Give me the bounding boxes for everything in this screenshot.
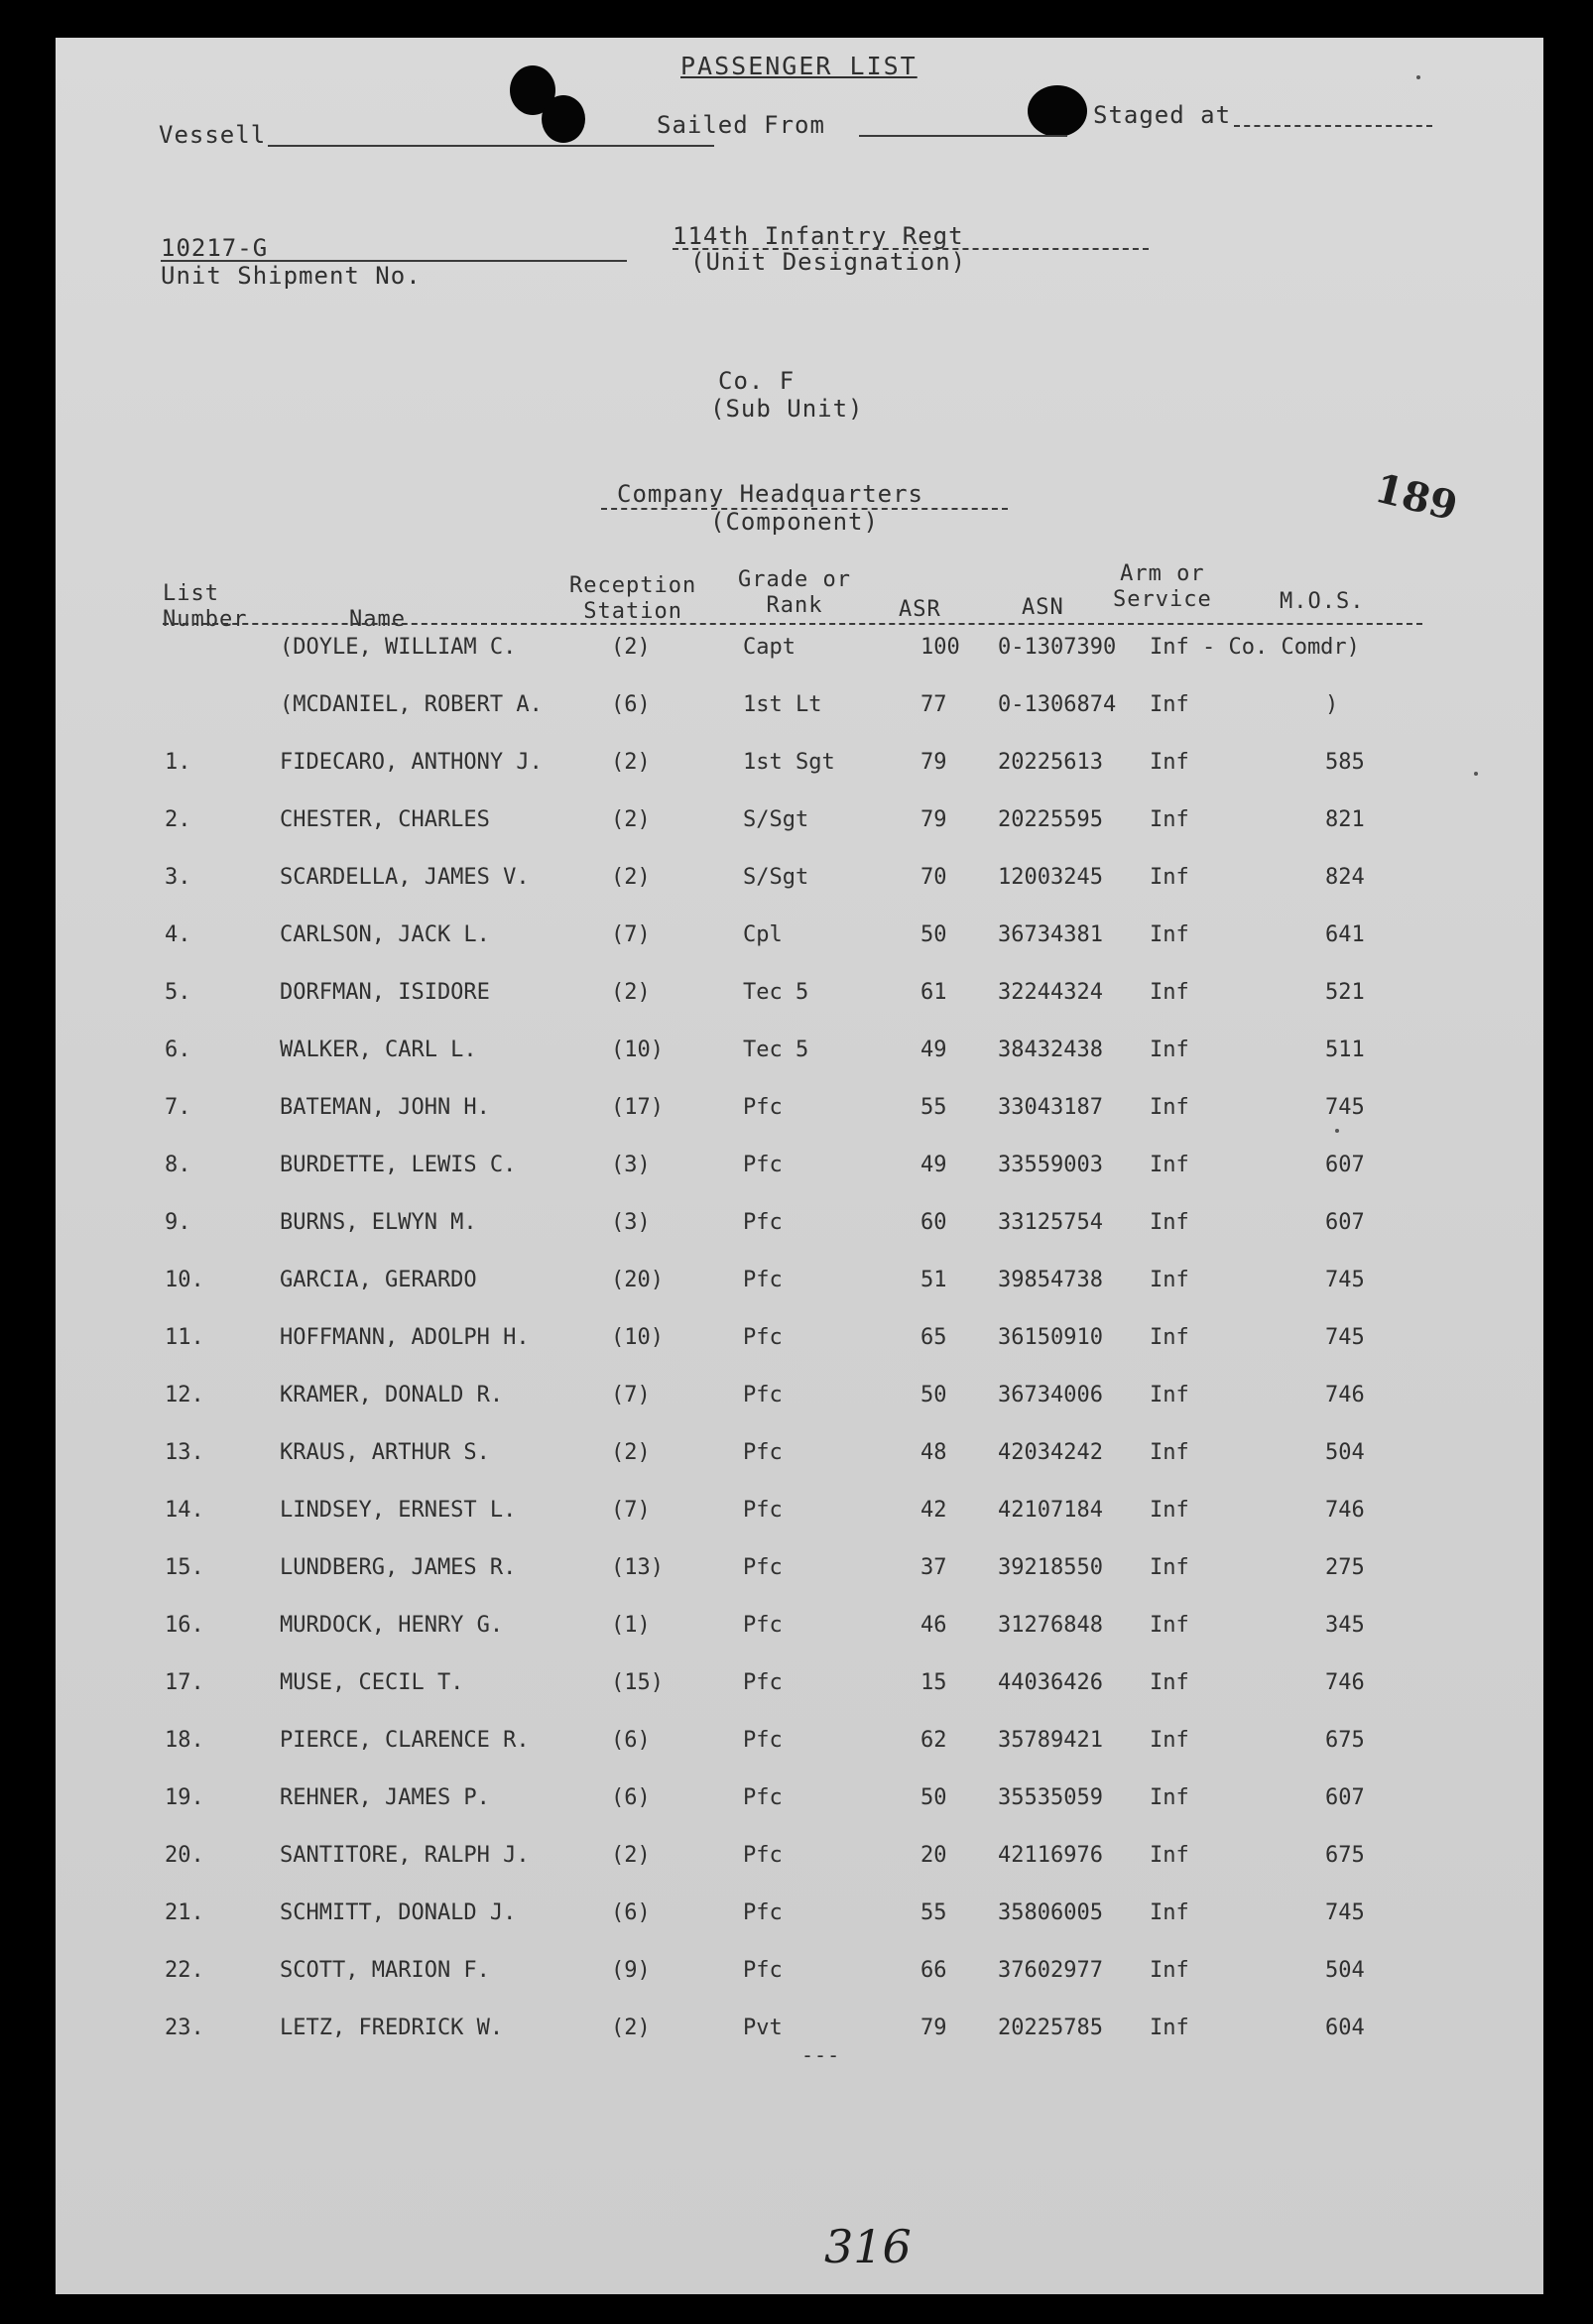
table-row <box>56 865 1543 905</box>
row-arm-service: Inf <box>1150 1670 1189 1695</box>
row-arm-service: Inf <box>1150 980 1189 1005</box>
header-underline <box>163 623 1422 625</box>
col-reception-station: Reception Station <box>569 573 697 624</box>
row-asr: 60 <box>920 1210 947 1235</box>
row-list-number: 22. <box>165 1958 204 1983</box>
table-row <box>56 1325 1543 1365</box>
row-arm-service: Inf <box>1150 1268 1189 1292</box>
row-asn: 0-1306874 <box>998 692 1117 717</box>
col-asn: ASN <box>1022 595 1064 620</box>
row-grade: Tec 5 <box>743 1038 809 1062</box>
row-list-number: 11. <box>165 1325 204 1350</box>
component-label: (Component) <box>710 508 879 536</box>
row-asn: 36734381 <box>998 922 1103 947</box>
row-reception-station: (2) <box>611 635 651 660</box>
row-arm-service: Inf <box>1150 865 1189 890</box>
row-mos: 821 <box>1325 807 1365 832</box>
row-asr: 15 <box>920 1670 947 1695</box>
sailed-from-field-line <box>859 135 1067 137</box>
row-arm-service: Inf <box>1150 750 1189 775</box>
row-arm-service: Inf <box>1150 807 1189 832</box>
row-name: MUSE, CECIL T. <box>280 1670 464 1695</box>
row-mos: 746 <box>1325 1383 1365 1407</box>
row-asn: 31276848 <box>998 1613 1103 1638</box>
row-list-number: 17. <box>165 1670 204 1695</box>
row-grade: Cpl <box>743 922 783 947</box>
row-list-number: 19. <box>165 1785 204 1810</box>
row-asr: 100 <box>920 635 960 660</box>
row-list-number: 20. <box>165 1843 204 1868</box>
row-asr: 50 <box>920 1383 947 1407</box>
paper-speck <box>1416 75 1420 79</box>
table-row <box>56 2016 1543 2055</box>
row-name: KRAMER, DONALD R. <box>280 1383 504 1407</box>
row-reception-station: (10) <box>611 1038 664 1062</box>
row-grade: Pfc <box>743 1728 783 1753</box>
table-row <box>56 807 1543 847</box>
table-row <box>56 1843 1543 1883</box>
row-asn: 12003245 <box>998 865 1103 890</box>
row-grade: Pfc <box>743 1900 783 1925</box>
sailed-from-label: Sailed From <box>657 111 825 139</box>
row-reception-station: (2) <box>611 980 651 1005</box>
table-row <box>56 1728 1543 1768</box>
table-row <box>56 1900 1543 1940</box>
redaction-blot <box>542 95 585 143</box>
row-grade: Pfc <box>743 1440 783 1465</box>
row-name: SCOTT, MARION F. <box>280 1958 490 1983</box>
unit-shipment-number: 10217-G <box>161 234 269 262</box>
row-asr: 49 <box>920 1153 947 1177</box>
row-arm-service: Inf <box>1150 692 1189 717</box>
row-name: CARLSON, JACK L. <box>280 922 490 947</box>
row-grade: Pfc <box>743 1383 783 1407</box>
row-name: BATEMAN, JOHN H. <box>280 1095 490 1120</box>
row-mos: 607 <box>1325 1210 1365 1235</box>
row-grade: Pfc <box>743 1555 783 1580</box>
row-grade: S/Sgt <box>743 807 809 832</box>
row-reception-station: (2) <box>611 1843 651 1868</box>
row-name: BURNS, ELWYN M. <box>280 1210 477 1235</box>
row-reception-station: (3) <box>611 1210 651 1235</box>
table-row <box>56 1038 1543 1077</box>
row-reception-station: (7) <box>611 922 651 947</box>
row-reception-station: (2) <box>611 865 651 890</box>
table-row <box>56 1153 1543 1192</box>
row-grade: Pfc <box>743 1268 783 1292</box>
row-mos: 504 <box>1325 1958 1365 1983</box>
document-title: PASSENGER LIST <box>680 52 918 80</box>
row-arm-service: Inf <box>1150 1555 1189 1580</box>
handwritten-number: 316 <box>824 2220 912 2273</box>
row-list-number: 8. <box>165 1153 191 1177</box>
unit-designation-label: (Unit Designation) <box>690 248 967 276</box>
row-grade: Pfc <box>743 1095 783 1120</box>
table-row <box>56 1785 1543 1825</box>
component: Company Headquarters <box>617 480 923 508</box>
row-asr: 77 <box>920 692 947 717</box>
row-reception-station: (2) <box>611 1440 651 1465</box>
row-reception-station: (15) <box>611 1670 664 1695</box>
row-grade: Pvt <box>743 2016 783 2040</box>
row-list-number: 3. <box>165 865 191 890</box>
row-asn: 33125754 <box>998 1210 1103 1235</box>
row-asr: 79 <box>920 750 947 775</box>
row-mos: 745 <box>1325 1268 1365 1292</box>
row-list-number: 23. <box>165 2016 204 2040</box>
row-list-number: 2. <box>165 807 191 832</box>
col-asr: ASR <box>899 597 941 622</box>
row-arm-service: Inf <box>1150 1785 1189 1810</box>
row-arm-service: Inf <box>1150 1958 1189 1983</box>
row-grade: Pfc <box>743 1325 783 1350</box>
row-reception-station: (2) <box>611 2016 651 2040</box>
footer-dash-mark: --- <box>801 2043 841 2067</box>
row-asr: 79 <box>920 2016 947 2040</box>
row-asn: 42116976 <box>998 1843 1103 1868</box>
staged-at-field-line <box>1234 125 1432 127</box>
table-row <box>56 1613 1543 1652</box>
table-row <box>56 922 1543 962</box>
row-name: DORFMAN, ISIDORE <box>280 980 490 1005</box>
row-list-number: 18. <box>165 1728 204 1753</box>
row-arm-service: Inf <box>1150 1325 1189 1350</box>
row-reception-station: (6) <box>611 1728 651 1753</box>
sub-unit-label: (Sub Unit) <box>710 395 864 423</box>
row-grade: Pfc <box>743 1613 783 1638</box>
row-reception-station: (6) <box>611 692 651 717</box>
row-arm-service: Inf <box>1150 2016 1189 2040</box>
row-asn: 20225613 <box>998 750 1103 775</box>
row-mos: 511 <box>1325 1038 1365 1062</box>
row-list-number: 4. <box>165 922 191 947</box>
table-row <box>56 692 1543 732</box>
row-mos: 745 <box>1325 1095 1365 1120</box>
row-name: WALKER, CARL L. <box>280 1038 477 1062</box>
row-reception-station: (7) <box>611 1383 651 1407</box>
row-mos: 345 <box>1325 1613 1365 1638</box>
row-asn: 35789421 <box>998 1728 1103 1753</box>
row-mos: 745 <box>1325 1900 1365 1925</box>
row-asn: 0-1307390 <box>998 635 1117 660</box>
table-row <box>56 750 1543 790</box>
row-mos: 641 <box>1325 922 1365 947</box>
row-asr: 50 <box>920 1785 947 1810</box>
row-reception-station: (2) <box>611 750 651 775</box>
row-asn: 44036426 <box>998 1670 1103 1695</box>
row-asr: 79 <box>920 807 947 832</box>
row-mos: 746 <box>1325 1670 1365 1695</box>
row-name: BURDETTE, LEWIS C. <box>280 1153 517 1177</box>
row-list-number: 15. <box>165 1555 204 1580</box>
row-name: SCARDELLA, JAMES V. <box>280 865 530 890</box>
row-list-number: 14. <box>165 1498 204 1523</box>
row-name: LUNDBERG, JAMES R. <box>280 1555 517 1580</box>
row-asr: 37 <box>920 1555 947 1580</box>
row-asr: 61 <box>920 980 947 1005</box>
row-asn: 20225595 <box>998 807 1103 832</box>
row-asr: 62 <box>920 1728 947 1753</box>
row-asn: 36150910 <box>998 1325 1103 1350</box>
table-row <box>56 1095 1543 1135</box>
row-grade: Pfc <box>743 1958 783 1983</box>
row-asn: 20225785 <box>998 2016 1103 2040</box>
table-row <box>56 1383 1543 1422</box>
row-grade: Pfc <box>743 1153 783 1177</box>
row-reception-station: (10) <box>611 1325 664 1350</box>
row-reception-station: (7) <box>611 1498 651 1523</box>
row-name: (MCDANIEL, ROBERT A. <box>280 692 543 717</box>
unit-designation: 114th Infantry Regt <box>673 222 964 250</box>
table-row <box>56 1958 1543 1998</box>
paper-speck <box>1335 1129 1339 1133</box>
row-mos: 607 <box>1325 1785 1365 1810</box>
row-asr: 55 <box>920 1900 947 1925</box>
row-list-number: 5. <box>165 980 191 1005</box>
row-mos: 675 <box>1325 1843 1365 1868</box>
row-list-number: 6. <box>165 1038 191 1062</box>
row-asn: 35806005 <box>998 1900 1103 1925</box>
row-reception-station: (3) <box>611 1153 651 1177</box>
col-mos: M.O.S. <box>1280 589 1365 614</box>
row-name: KRAUS, ARTHUR S. <box>280 1440 490 1465</box>
row-mos: 585 <box>1325 750 1365 775</box>
row-mos: 746 <box>1325 1498 1365 1523</box>
row-list-number: 13. <box>165 1440 204 1465</box>
row-reception-station: (1) <box>611 1613 651 1638</box>
paper-speck <box>1474 772 1478 776</box>
row-arm-service: Inf <box>1150 1095 1189 1120</box>
row-arm-service: Inf <box>1150 1383 1189 1407</box>
staged-at-label: Staged at <box>1093 101 1232 129</box>
row-asn: 39218550 <box>998 1555 1103 1580</box>
row-asr: 50 <box>920 922 947 947</box>
sub-unit: Co. F <box>718 367 796 395</box>
row-asn: 33559003 <box>998 1153 1103 1177</box>
table-row <box>56 1440 1543 1480</box>
row-mos: 745 <box>1325 1325 1365 1350</box>
row-arm-service: Inf <box>1150 1498 1189 1523</box>
row-arm-service: Inf <box>1150 1843 1189 1868</box>
row-asr: 48 <box>920 1440 947 1465</box>
col-name: Name <box>349 607 406 632</box>
row-asn: 35535059 <box>998 1785 1103 1810</box>
row-asr: 42 <box>920 1498 947 1523</box>
table-row <box>56 1268 1543 1307</box>
row-grade: Capt <box>743 635 796 660</box>
row-arm-service: Inf <box>1150 1038 1189 1062</box>
row-asn: 39854738 <box>998 1268 1103 1292</box>
row-list-number: 7. <box>165 1095 191 1120</box>
row-reception-station: (20) <box>611 1268 664 1292</box>
row-arm-service: Inf <box>1150 1210 1189 1235</box>
row-mos: 504 <box>1325 1440 1365 1465</box>
row-name: REHNER, JAMES P. <box>280 1785 490 1810</box>
row-list-number: 9. <box>165 1210 191 1235</box>
row-asr: 20 <box>920 1843 947 1868</box>
row-reception-station: (17) <box>611 1095 664 1120</box>
row-asn: 37602977 <box>998 1958 1103 1983</box>
row-asn: 38432438 <box>998 1038 1103 1062</box>
row-mos: 275 <box>1325 1555 1365 1580</box>
row-grade: Tec 5 <box>743 980 809 1005</box>
row-asn: 32244324 <box>998 980 1103 1005</box>
row-arm-service: Inf - Co. Comdr) <box>1150 635 1360 660</box>
unit-shipment-label: Unit Shipment No. <box>161 262 422 290</box>
row-list-number: 1. <box>165 750 191 775</box>
row-arm-service: Inf <box>1150 1728 1189 1753</box>
row-mos: 607 <box>1325 1153 1365 1177</box>
row-asn: 33043187 <box>998 1095 1103 1120</box>
row-mos: ) <box>1325 692 1339 717</box>
row-reception-station: (9) <box>611 1958 651 1983</box>
row-name: SANTITORE, RALPH J. <box>280 1843 530 1868</box>
row-list-number: 10. <box>165 1268 204 1292</box>
row-name: GARCIA, GERARDO <box>280 1268 477 1292</box>
page-number-stamp: 189 <box>1370 464 1462 531</box>
row-name: PIERCE, CLARENCE R. <box>280 1728 530 1753</box>
row-arm-service: Inf <box>1150 1153 1189 1177</box>
row-name: LETZ, FREDRICK W. <box>280 2016 504 2040</box>
row-asr: 51 <box>920 1268 947 1292</box>
row-arm-service: Inf <box>1150 922 1189 947</box>
row-grade: 1st Sgt <box>743 750 835 775</box>
vessel-field-line <box>268 145 714 147</box>
row-grade: 1st Lt <box>743 692 822 717</box>
row-reception-station: (13) <box>611 1555 664 1580</box>
row-mos: 604 <box>1325 2016 1365 2040</box>
row-list-number: 21. <box>165 1900 204 1925</box>
row-name: SCHMITT, DONALD J. <box>280 1900 517 1925</box>
table-row <box>56 1498 1543 1537</box>
row-mos: 824 <box>1325 865 1365 890</box>
row-mos: 675 <box>1325 1728 1365 1753</box>
row-name: HOFFMANN, ADOLPH H. <box>280 1325 530 1350</box>
row-asn: 36734006 <box>998 1383 1103 1407</box>
row-arm-service: Inf <box>1150 1440 1189 1465</box>
row-grade: Pfc <box>743 1498 783 1523</box>
row-grade: S/Sgt <box>743 865 809 890</box>
redaction-blot <box>1028 85 1087 137</box>
row-name: (DOYLE, WILLIAM C. <box>280 635 517 660</box>
table-row <box>56 1210 1543 1250</box>
table-row <box>56 1670 1543 1710</box>
row-list-number: 12. <box>165 1383 204 1407</box>
row-asr: 70 <box>920 865 947 890</box>
row-arm-service: Inf <box>1150 1613 1189 1638</box>
row-asr: 55 <box>920 1095 947 1120</box>
row-asr: 66 <box>920 1958 947 1983</box>
table-row <box>56 1555 1543 1595</box>
table-row <box>56 635 1543 674</box>
col-arm: Arm or Service <box>1113 561 1212 612</box>
vessel-label: Vessell <box>159 121 267 149</box>
table-row <box>56 980 1543 1020</box>
row-grade: Pfc <box>743 1210 783 1235</box>
row-asn: 42034242 <box>998 1440 1103 1465</box>
row-grade: Pfc <box>743 1843 783 1868</box>
row-name: FIDECARO, ANTHONY J. <box>280 750 543 775</box>
col-grade: Grade or Rank <box>738 567 851 618</box>
row-asr: 46 <box>920 1613 947 1638</box>
passenger-list-document <box>56 38 1543 2294</box>
row-reception-station: (6) <box>611 1785 651 1810</box>
row-arm-service: Inf <box>1150 1900 1189 1925</box>
row-asr: 65 <box>920 1325 947 1350</box>
row-name: MURDOCK, HENRY G. <box>280 1613 504 1638</box>
row-grade: Pfc <box>743 1670 783 1695</box>
row-reception-station: (2) <box>611 807 651 832</box>
row-asr: 49 <box>920 1038 947 1062</box>
row-grade: Pfc <box>743 1785 783 1810</box>
col-list-number: List Number <box>163 581 248 632</box>
row-list-number: 16. <box>165 1613 204 1638</box>
row-mos: 521 <box>1325 980 1365 1005</box>
row-reception-station: (6) <box>611 1900 651 1925</box>
row-name: LINDSEY, ERNEST L. <box>280 1498 517 1523</box>
row-name: CHESTER, CHARLES <box>280 807 490 832</box>
row-asn: 42107184 <box>998 1498 1103 1523</box>
